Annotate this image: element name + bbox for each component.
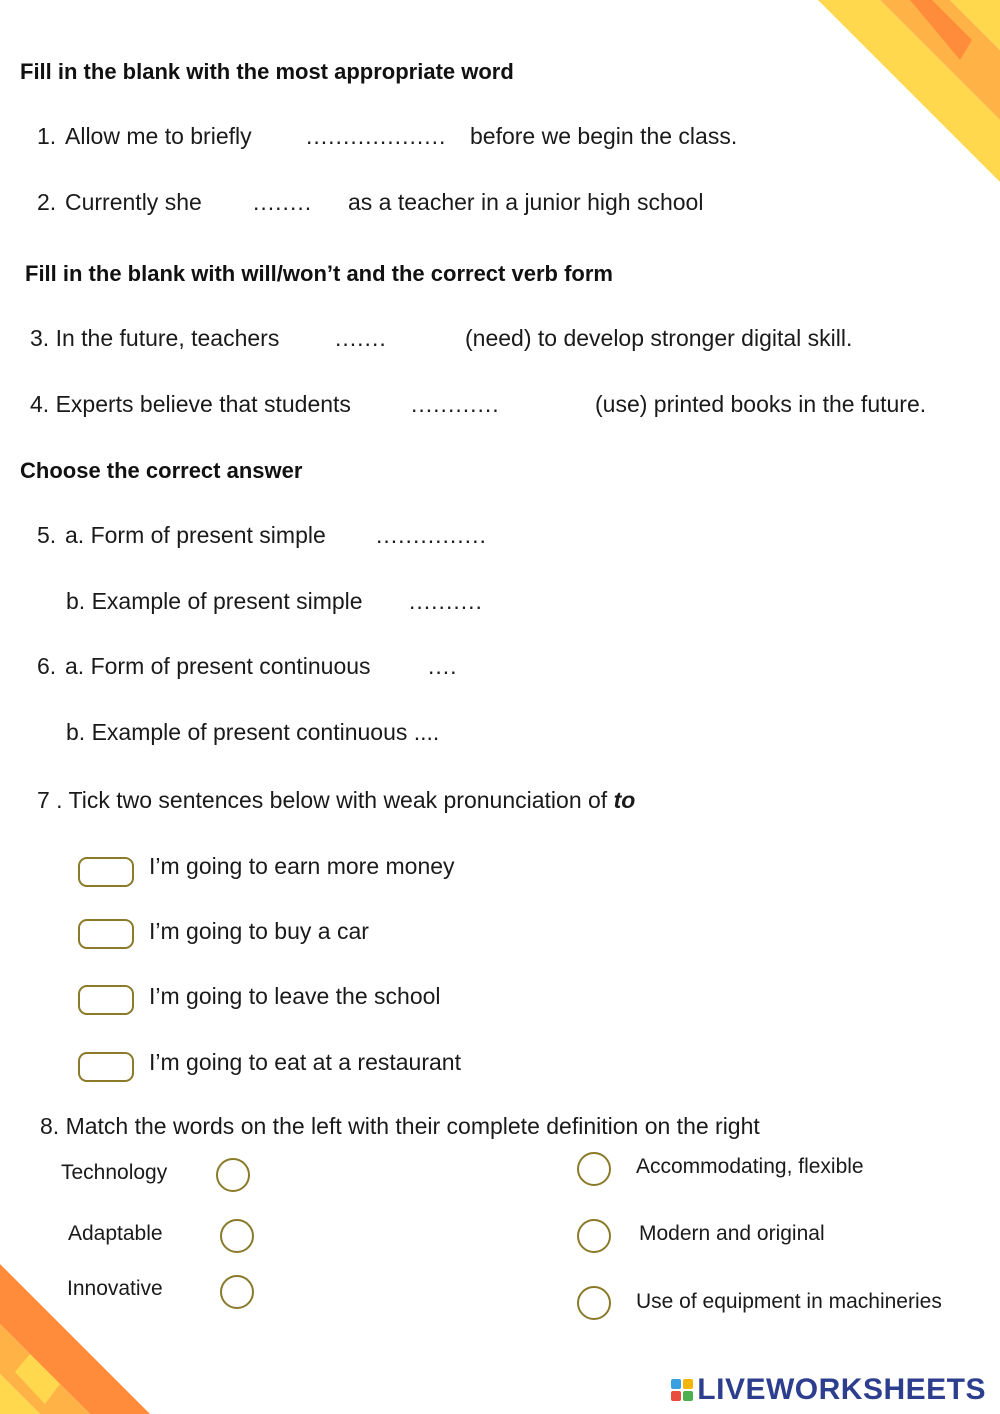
q2-number: 2. [37, 189, 57, 215]
q8-right-circle-2[interactable] [577, 1219, 611, 1253]
q7-option-1-checkbox[interactable] [78, 857, 134, 887]
q7-option-2-label: I’m going to buy a car [149, 918, 369, 944]
section-heading-will-wont: Fill in the blank with will/won’t and the correct verb form [25, 261, 613, 286]
q8-right-circle-1[interactable] [577, 1152, 611, 1186]
q8-left-term-3: Innovative [67, 1277, 163, 1300]
q3-blank[interactable]: ....... [335, 325, 387, 351]
q7-option-4-label: I’m going to eat at a restaurant [149, 1049, 461, 1075]
q7-prompt-emphasis: to [613, 787, 636, 813]
q5b-blank[interactable]: .......... [409, 588, 483, 614]
q8-right-definition-2: Modern and original [639, 1222, 825, 1245]
q8-right-circle-3[interactable] [577, 1286, 611, 1320]
logo-text: LIVEWORKSHEETS [697, 1373, 986, 1406]
q2-blank[interactable]: ........ [253, 189, 313, 215]
q6b-text[interactable]: b. Example of present continuous .... [66, 719, 440, 745]
q7-prompt-text: 7 . Tick two sentences below with weak pronunciation of [37, 787, 608, 813]
q8-left-circle-3[interactable] [220, 1275, 254, 1309]
q5b-text: b. Example of present simple [66, 588, 363, 614]
q7-option-2-checkbox[interactable] [78, 919, 134, 949]
q6-number: 6. [37, 653, 57, 679]
q4-text-before: 4. Experts believe that students [30, 391, 351, 417]
q2-text-before: Currently she [65, 189, 202, 215]
q7-prompt [37, 787, 635, 814]
q8-left-term-1: Technology [61, 1161, 168, 1184]
q8-left-circle-1[interactable] [216, 1158, 250, 1192]
q1-text-before: Allow me to briefly [65, 123, 252, 149]
q2-text-after: as a teacher in a junior high school [348, 189, 704, 215]
q6a-blank[interactable]: .... [428, 653, 458, 679]
q3-text-before: 3. In the future, teachers [30, 325, 280, 351]
q1-blank[interactable]: ................... [306, 123, 447, 149]
q7-option-4-checkbox[interactable] [78, 1052, 134, 1082]
q8-prompt: 8. Match the words on the left with their complete definition on the right [40, 1113, 760, 1139]
q5-number: 5. [37, 522, 57, 548]
q7-option-3-label: I’m going to leave the school [149, 983, 441, 1009]
q8-right-definition-1: Accommodating, flexible [636, 1155, 864, 1178]
liveworksheets-logo [671, 1373, 986, 1407]
q1-number: 1. [37, 123, 57, 149]
q4-text-after: (use) printed books in the future. [595, 391, 927, 417]
q1-text-after: before we begin the class. [470, 123, 738, 149]
q3-text-after: (need) to develop stronger digital skill. [465, 325, 853, 351]
corner-decoration-top-right [800, 0, 1000, 190]
logo-icon [671, 1379, 693, 1401]
q5a-text: a. Form of present simple [65, 522, 326, 548]
q8-right-definition-3: Use of equipment in machineries [636, 1290, 942, 1313]
section-heading-choose: Choose the correct answer [20, 458, 303, 483]
q8-left-term-2: Adaptable [68, 1222, 163, 1245]
q7-option-1-label: I’m going to earn more money [149, 853, 455, 879]
q6a-text: a. Form of present continuous [65, 653, 371, 679]
q7-option-3-checkbox[interactable] [78, 985, 134, 1015]
q4-blank[interactable]: ............ [411, 391, 500, 417]
section-heading-fill-word: Fill in the blank with the most appropriate word [20, 59, 514, 84]
q5a-blank[interactable]: ............... [376, 522, 487, 548]
q8-left-circle-2[interactable] [220, 1219, 254, 1253]
